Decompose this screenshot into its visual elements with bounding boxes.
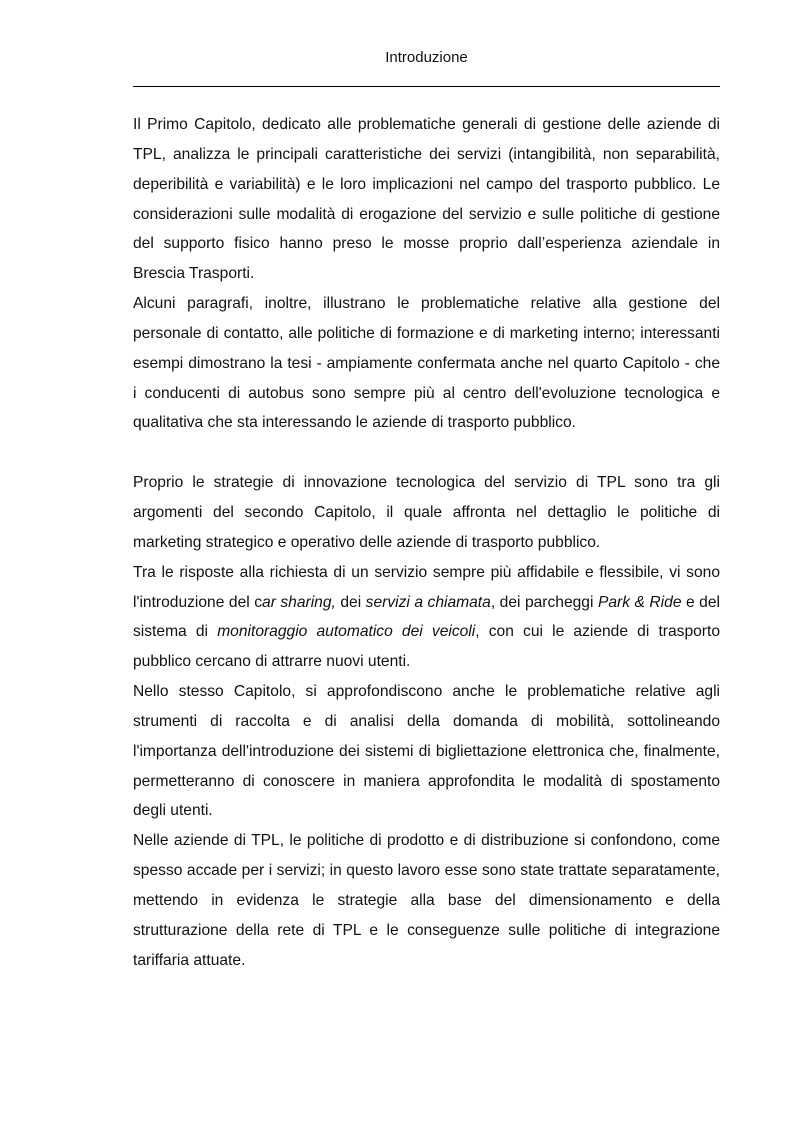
- p4-italic-monitoraggio: monitoraggio automatico dei veicoli: [217, 623, 476, 641]
- paragraph-2: Alcuni paragrafi, inoltre, illustrano le problematiche relative alla gestione del personale di contatto, alle politiche di formazione e di marketing interno; interessanti esempi dimostrano la tesi - ampiamente confermata anche nel quarto Capitolo - che i conducenti di autobus sono sempre più al centro dell'evoluzione tecnologica e qualitativa che sta interessando le aziende di trasporto pubblico.: [133, 295, 720, 432]
- p4-text-1: Tra le risposte alla richiesta di un servizio sempre più affidabile e flessibile, vi sono l'introduzione del c: [133, 563, 720, 611]
- paragraph-4: [133, 558, 720, 677]
- paragraph-5: Nello stesso Capitolo, si approfondiscono anche le problematiche relative agli strumenti di raccolta e di analisi della domanda di mobilità, sottolineando l'importanza dell'introduzione dei sistemi di bigliettazione elettronica che, finalmente, permetteranno di conoscere in maniera approfondita le modalità di spostamento degli utenti.: [133, 683, 720, 820]
- body-text: [133, 110, 720, 975]
- p4-text-4: e del sistema di: [133, 593, 720, 641]
- paragraph-1: Il Primo Capitolo, dedicato alle problematiche generali di gestione delle aziende di TPL, analizza le principali caratteristiche dei servizi (intangibilità, non separabilità, deperibilità e variabilità) e le loro implicazioni nel campo del trasporto pubblico. Le considerazioni sulle modalità di erogazione del servizio e sulle politiche di gestione del supporto fisico hanno preso le mosse proprio dall’esperienza aziendale in Brescia Trasporti.: [133, 116, 720, 283]
- p4-text-2: dei: [335, 593, 366, 611]
- p4-italic-park-and-ride: Park & Ride: [597, 593, 682, 611]
- page-header-title: Introduzione: [385, 49, 468, 66]
- header-divider: [133, 86, 720, 87]
- p4-italic-car-sharing: ar sharing,: [262, 593, 336, 611]
- p4-text-3: , dei parcheggi: [490, 593, 598, 611]
- p4-text-5: , con cui le aziende di trasporto pubblico cercano di attrarre nuovi utenti.: [133, 623, 721, 671]
- paragraph-3: Proprio le strategie di innovazione tecnologica del servizio di TPL sono tra gli argomenti del secondo Capitolo, il quale affronta nel dettaglio le politiche di marketing strategico e operativo delle aziende di trasporto pubblico.: [133, 474, 720, 551]
- paragraph-6: Nelle aziende di TPL, le politiche di prodotto e di distribuzione si confondono, come spesso accade per i servizi; in questo lavoro esse sono state trattate separatamente, mettendo in evidenza le strategie alla base del dimensionamento e della strutturazione della rete di TPL e le conseguenze sulle politiche di integrazione tariffaria attuate.: [133, 832, 720, 969]
- p4-italic-servizi-a-chiamata: servizi a chiamata: [365, 593, 491, 611]
